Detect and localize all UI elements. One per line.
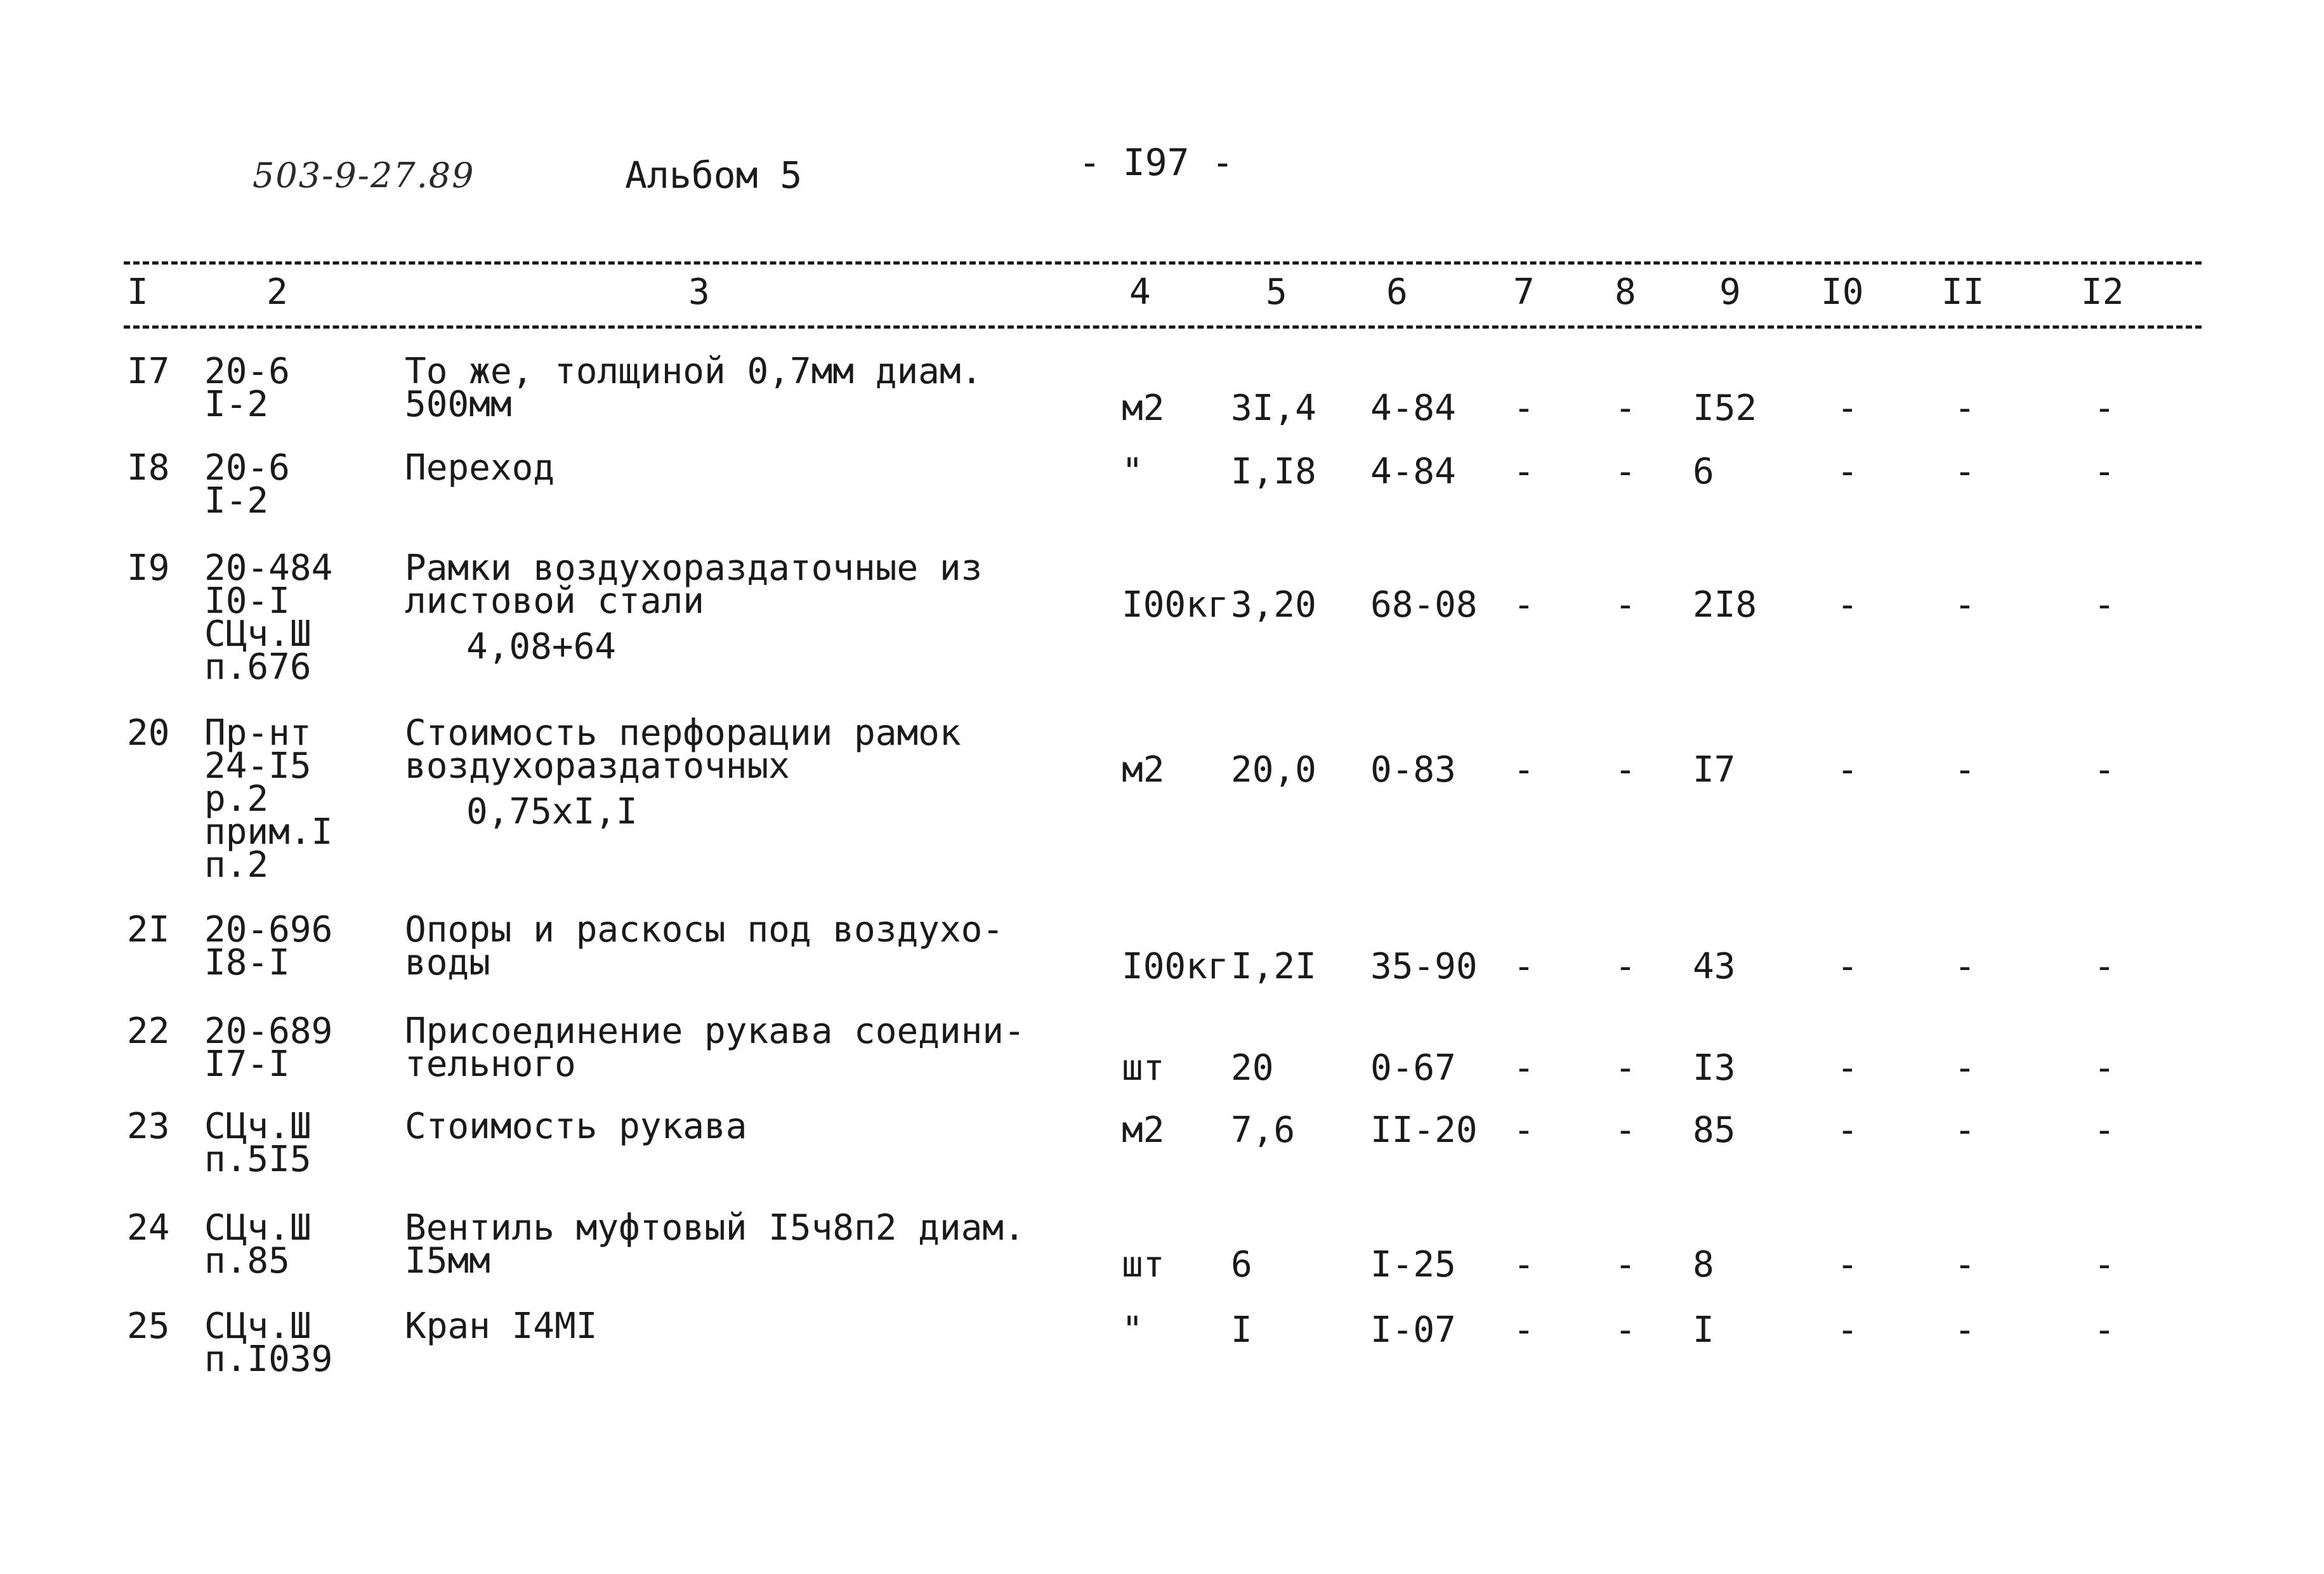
quantity: 7,6: [1231, 1110, 1296, 1151]
quantity-formula: 4,08+64: [466, 626, 617, 667]
unit-price: 0-67: [1370, 1047, 1456, 1089]
work-description: Присоединение рукава соедини- тельного: [405, 1011, 1025, 1085]
col-7-value: -: [1513, 388, 1535, 429]
total-cost: 43: [1693, 946, 1736, 987]
column-number: I2: [2081, 272, 2124, 313]
col-12-value: -: [2094, 451, 2115, 492]
unit: шт: [1122, 1047, 1165, 1089]
album-label: Альбом 5: [625, 154, 803, 197]
col-12-value: -: [2094, 1110, 2115, 1151]
unit: шт: [1122, 1244, 1165, 1285]
col-11-value: -: [1954, 749, 1976, 790]
unit: I00кг: [1122, 946, 1229, 987]
column-number: 6: [1386, 272, 1408, 313]
col-11-value: -: [1954, 946, 1976, 987]
work-description: Рамки воздухораздаточные из листовой стали: [405, 548, 983, 622]
col-8-value: -: [1615, 1244, 1636, 1285]
column-number: 9: [1719, 272, 1741, 313]
total-cost: I52: [1693, 388, 1757, 429]
row-number: 25: [127, 1306, 170, 1347]
row-number: 24: [127, 1207, 170, 1249]
col-10-value: -: [1837, 1110, 1858, 1151]
col-12-value: -: [2094, 946, 2115, 987]
col-11-value: -: [1954, 1309, 1976, 1351]
quantity: I,2I: [1231, 946, 1316, 987]
row-number: 22: [127, 1011, 170, 1052]
work-description: Стоимость перфорации рамок воздухораздаточных: [405, 712, 961, 787]
unit-price: 68-08: [1370, 584, 1478, 626]
total-cost: 85: [1693, 1110, 1736, 1151]
total-cost: 8: [1693, 1244, 1714, 1285]
quantity: 20: [1231, 1047, 1274, 1089]
col-7-value: -: [1513, 451, 1535, 492]
total-cost: 6: [1693, 451, 1714, 492]
col-8-value: -: [1615, 1309, 1636, 1351]
unit-price: 4-84: [1370, 451, 1456, 492]
quantity: 3I,4: [1231, 388, 1316, 429]
col-7-value: -: [1513, 946, 1535, 987]
unit-price: 35-90: [1370, 946, 1478, 987]
unit: ": [1122, 1309, 1143, 1351]
quantity: I,I8: [1231, 451, 1316, 492]
col-7-value: -: [1513, 1244, 1535, 1285]
col-10-value: -: [1837, 1309, 1858, 1351]
norm-reference: 20-484 I0-I СЦч.Ш п.676: [204, 548, 333, 688]
col-8-value: -: [1615, 749, 1636, 790]
row-number: I8: [127, 447, 170, 489]
unit: I00кг: [1122, 584, 1229, 626]
col-10-value: -: [1837, 1047, 1858, 1089]
norm-reference: 20-6 I-2: [204, 351, 290, 425]
document-code: 503-9-27.89: [253, 155, 475, 195]
row-number: 20: [127, 712, 170, 754]
table-header-rule: [124, 325, 2202, 329]
unit: ": [1122, 451, 1143, 492]
col-11-value: -: [1954, 1110, 1976, 1151]
norm-reference: СЦч.Ш п.5I5: [204, 1106, 312, 1180]
col-11-value: -: [1954, 388, 1976, 429]
unit-price: I-07: [1370, 1309, 1456, 1351]
col-10-value: -: [1837, 946, 1858, 987]
unit-price: 0-83: [1370, 749, 1456, 790]
column-number: 2: [266, 272, 288, 313]
total-cost: I3: [1693, 1047, 1736, 1089]
column-number: II: [1941, 272, 1985, 313]
work-description: Кран I4МI: [405, 1306, 598, 1347]
quantity-formula: 0,75хI,I: [466, 791, 638, 832]
norm-reference: 20-6 I-2: [204, 447, 290, 521]
col-10-value: -: [1837, 584, 1858, 626]
col-8-value: -: [1615, 388, 1636, 429]
unit: м2: [1122, 388, 1165, 429]
col-11-value: -: [1954, 584, 1976, 626]
col-12-value: -: [2094, 388, 2115, 429]
col-12-value: -: [2094, 1047, 2115, 1089]
norm-reference: 20-689 I7-I: [204, 1011, 333, 1085]
table-top-rule: [124, 261, 2202, 265]
col-12-value: -: [2094, 749, 2115, 790]
row-number: 23: [127, 1106, 170, 1147]
quantity: 6: [1231, 1244, 1252, 1285]
norm-reference: СЦч.Ш п.I039: [204, 1306, 333, 1380]
row-number: I9: [127, 548, 170, 589]
col-8-value: -: [1615, 584, 1636, 626]
col-7-value: -: [1513, 1110, 1535, 1151]
col-7-value: -: [1513, 749, 1535, 790]
col-10-value: -: [1837, 1244, 1858, 1285]
total-cost: I: [1693, 1309, 1714, 1351]
col-10-value: -: [1837, 388, 1858, 429]
page-number: - I97 -: [1079, 141, 1234, 184]
quantity: I: [1231, 1309, 1252, 1351]
row-number: 2I: [127, 909, 170, 950]
col-8-value: -: [1615, 1047, 1636, 1089]
col-12-value: -: [2094, 584, 2115, 626]
unit: м2: [1122, 1110, 1165, 1151]
row-number: I7: [127, 351, 170, 392]
total-cost: I7: [1693, 749, 1736, 790]
norm-reference: СЦч.Ш п.85: [204, 1207, 312, 1282]
column-number: I: [127, 272, 148, 313]
norm-reference: Пр-нт 24-I5 р.2 прим.I п.2: [204, 712, 333, 886]
col-7-value: -: [1513, 584, 1535, 626]
col-7-value: -: [1513, 1047, 1535, 1089]
col-11-value: -: [1954, 1244, 1976, 1285]
unit-price: II-20: [1370, 1110, 1478, 1151]
col-8-value: -: [1615, 946, 1636, 987]
col-7-value: -: [1513, 1309, 1535, 1351]
column-number: 5: [1266, 272, 1287, 313]
quantity: 20,0: [1231, 749, 1316, 790]
work-description: То же, толщиной 0,7мм диам. 500мм: [405, 351, 983, 425]
norm-reference: 20-696 I8-I: [204, 909, 333, 983]
work-description: Стоимость рукава: [405, 1106, 747, 1147]
work-description: Переход: [405, 447, 555, 489]
column-number: 3: [688, 272, 710, 313]
col-8-value: -: [1615, 451, 1636, 492]
col-8-value: -: [1615, 1110, 1636, 1151]
column-number: 7: [1513, 272, 1535, 313]
quantity: 3,20: [1231, 584, 1316, 626]
col-11-value: -: [1954, 451, 1976, 492]
work-description: Опоры и раскосы под воздухо- воды: [405, 909, 1004, 983]
column-number: I0: [1821, 272, 1864, 313]
work-description: Вентиль муфтовый I5ч8п2 диам. I5мм: [405, 1207, 1025, 1282]
col-12-value: -: [2094, 1309, 2115, 1351]
col-10-value: -: [1837, 749, 1858, 790]
total-cost: 2I8: [1693, 584, 1757, 626]
column-number: 8: [1615, 272, 1636, 313]
unit-price: I-25: [1370, 1244, 1456, 1285]
col-10-value: -: [1837, 451, 1858, 492]
unit: м2: [1122, 749, 1165, 790]
col-12-value: -: [2094, 1244, 2115, 1285]
column-number: 4: [1129, 272, 1151, 313]
col-11-value: -: [1954, 1047, 1976, 1089]
unit-price: 4-84: [1370, 388, 1456, 429]
